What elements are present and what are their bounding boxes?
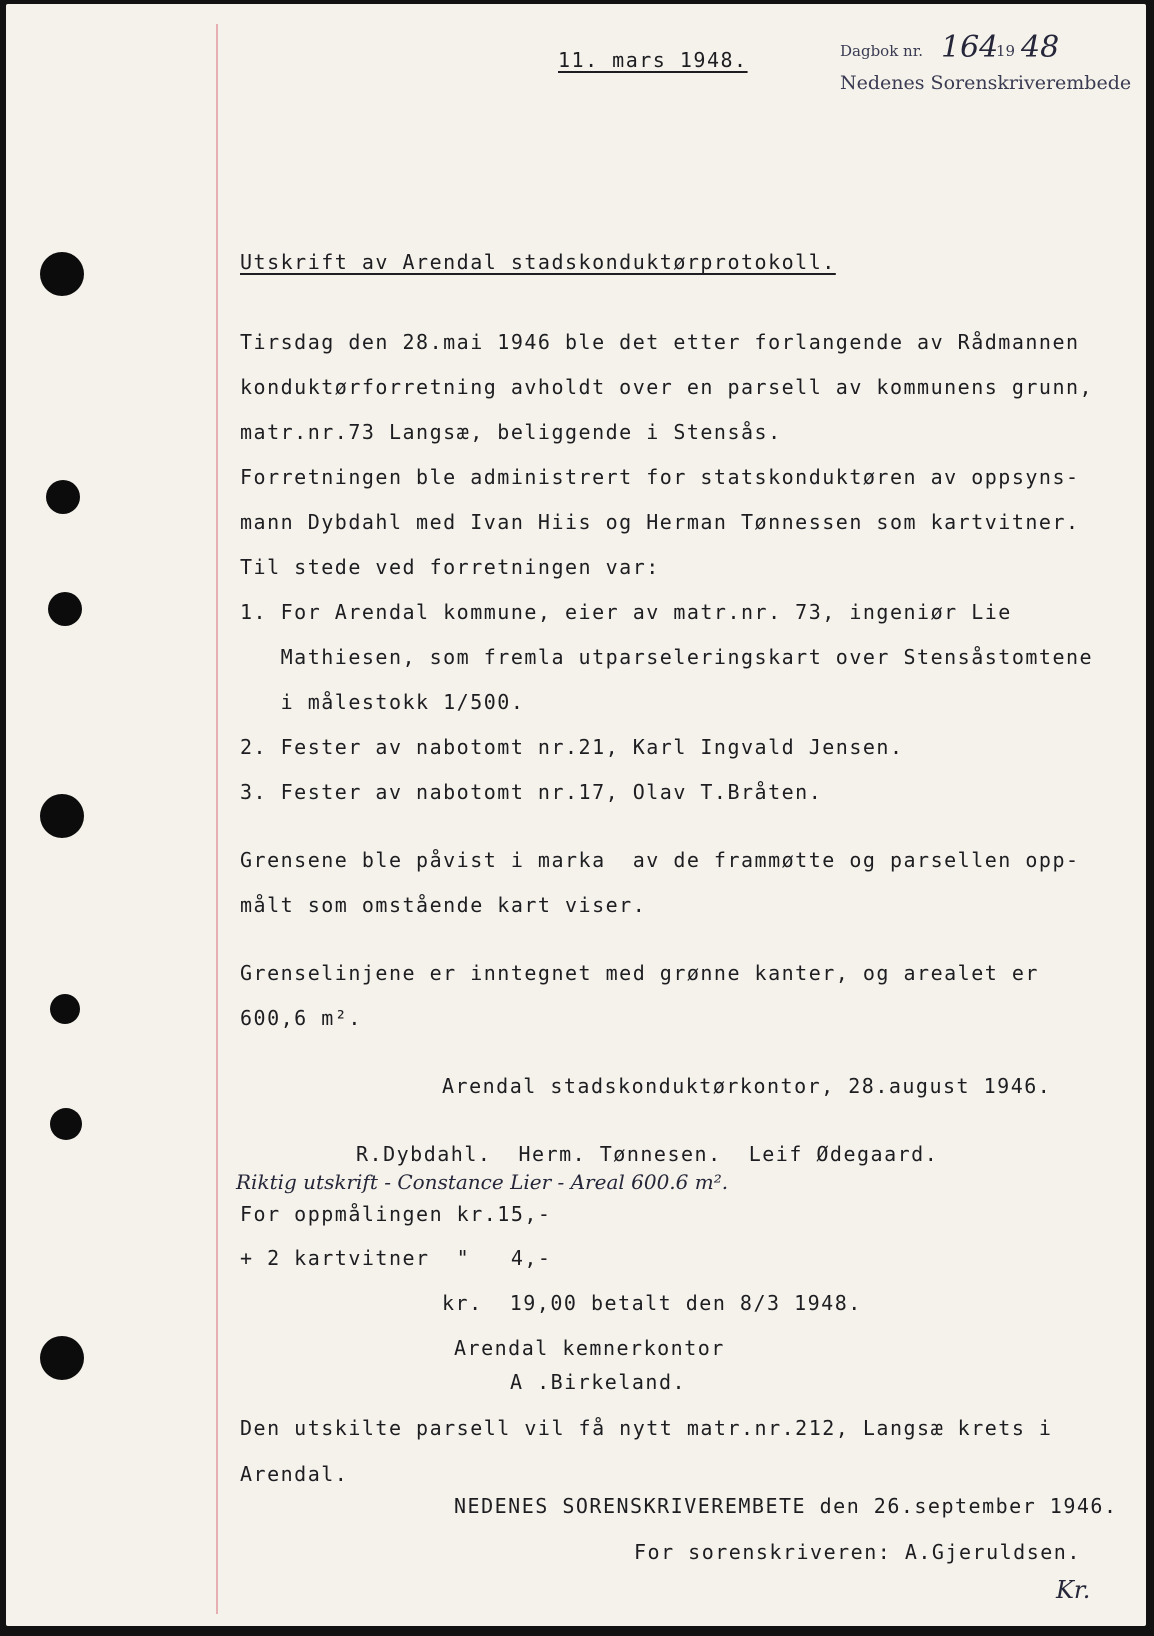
list-item-continued: Mathiesen, som fremla utparseleringskart over Stensåstomtene [240,645,1094,669]
list-item: 3. Fester av nabotomt nr.17, Olav T.Bråten. [240,780,823,804]
office-dateline: Arendal stadskonduktørkontor, 28.august 1946. [442,1074,1052,1098]
clerk-signature: For sorenskriveren: A.Gjeruldsen. [634,1540,1081,1564]
list-item-continued: i målestokk 1/500. [240,690,525,714]
body-line: mann Dybdahl med Ivan Hiis og Herman Tønnessen som kartvitner. [240,510,1080,534]
body-line: matr.nr.73 Langsæ, beliggende i Stensås. [240,420,782,444]
document-page [6,4,1146,1626]
body-line: Tirsdag den 28.mai 1946 ble det etter forlangende av Rådmannen [240,330,1080,354]
stamp-office: Nedenes Sorenskriverembede [840,72,1132,94]
punch-hole [50,994,80,1024]
punch-hole [40,1336,84,1380]
handwritten-note: Riktig utskrift - Constance Lier - Areal 600.6 m². [236,1170,729,1194]
punch-hole [40,252,84,296]
list-item: 2. Fester av nabotomt nr.21, Karl Ingvald Jensen. [240,735,904,759]
body-line: Til stede ved forretningen var: [240,555,660,579]
treasury-signature: A .Birkeland. [510,1370,687,1394]
area-value: 600,6 m². [240,1006,362,1030]
court-dateline: NEDENES SORENSKRIVEREMBETE den 26.september 1946. [454,1494,1118,1518]
margin-rule [216,24,218,1614]
initials: Kr. [1056,1576,1091,1604]
body-line: Grensene ble påvist i marka av de frammøtte og parsellen opp- [240,848,1080,872]
fee-line: For oppmålingen kr.15,- [240,1202,552,1226]
body-line: Forretningen ble administrert for statskonduktøren av oppsyns- [240,465,1080,489]
payment-line: kr. 19,00 betalt den 8/3 1948. [442,1291,862,1315]
stamp-year-suffix: 48 [1021,30,1060,65]
document-title: Utskrift av Arendal stadskonduktørprotokoll. [240,250,836,274]
stamp-year-prefix: 19 [996,42,1016,60]
treasury-office: Arendal kemnerkontor [454,1336,725,1360]
punch-hole [46,480,80,514]
document-date: 11. mars 1948. [558,48,748,72]
punch-hole [48,592,82,626]
body-line: konduktørforretning avholdt over en parsell av kommunens grunn, [240,375,1094,399]
stamp-number: 164 [941,30,999,65]
signatures: R.Dybdahl. Herm. Tønnesen. Leif Ødegaard. [356,1142,939,1166]
punch-hole [40,794,84,838]
body-line: Grenselinjene er inntegnet med grønne kanter, og arealet er [240,961,1039,985]
body-line: målt som omstående kart viser. [240,893,647,917]
list-item: 1. For Arendal kommune, eier av matr.nr. 73, ingeniør Lie [240,600,1012,624]
fee-line: + 2 kartvitner " 4,- [240,1246,552,1270]
punch-hole [50,1108,82,1140]
body-line: Den utskilte parsell vil få nytt matr.nr.212, Langsæ krets i [240,1416,1053,1440]
body-line: Arendal. [240,1462,349,1486]
stamp-label: Dagbok nr. [840,42,924,60]
